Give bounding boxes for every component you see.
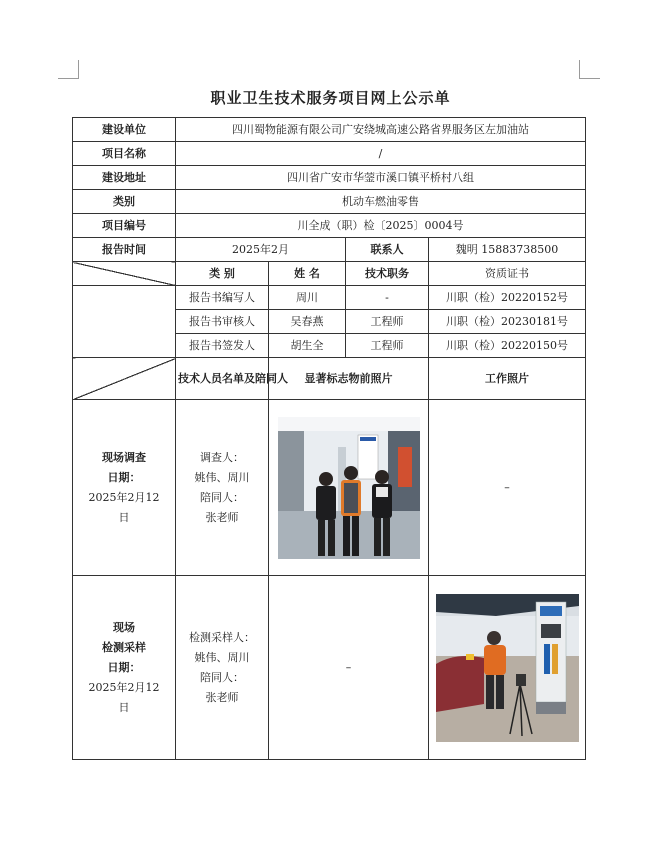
staff-header-name: 姓 名 [269,262,346,286]
project-code-value: 川全成（职）检〔2025〕0004号 [176,214,586,238]
report-time-label: 报告时间 [73,238,176,262]
project-name-value: / [176,142,586,166]
staff-blank-cell [73,286,176,358]
sampling-label-line2: 检测采样 [102,640,146,654]
staff-title: 工程师 [346,310,429,334]
survey-date-line2: 日 [118,510,130,524]
sampling-label-line1: 现场 [113,620,135,634]
document-title: 职业卫生技术服务项目网上公示单 [210,89,451,107]
staff-cert: 川职（检）20220150号 [429,334,586,358]
sampling-people-line1: 检测采样人： [189,630,255,644]
staff-name: 吴春燕 [269,310,346,334]
staff-cert: 川职（检）20220152号 [429,286,586,310]
sampling-people-line3: 陪同人： [200,670,244,684]
landmark-photo-header: 显著标志物前照片 [269,358,429,400]
sampling-label-line3: 日期： [107,660,141,674]
staff-role: 报告书编写人 [176,286,269,310]
survey-label-line1: 现场调查 [102,450,146,464]
staff-name: 周川 [269,286,346,310]
construction-unit-value: 四川蜀物能源有限公司广安绕城高速公路省界服务区左加油站 [176,118,586,142]
staff-role: 报告书签发人 [176,334,269,358]
sampling-date-line1: 2025年2月12 [88,680,160,694]
sampling-date-line2: 日 [118,700,130,714]
survey-date-line1: 2025年2月12 [88,490,160,504]
staff-header-category: 类 别 [176,262,269,286]
sampling-work-photo-cell [429,576,586,760]
row-project-name [73,142,586,166]
row-site-sampling [73,576,586,760]
construction-unit-label: 建设单位 [73,118,176,142]
survey-landmark-photo-cell [269,400,429,576]
sampling-label-cell [73,576,176,760]
survey-label-cell [73,400,176,576]
staff-cert: 川职（检）20230181号 [429,310,586,334]
work-photo-image [436,594,579,742]
row-construction-unit [73,118,586,142]
contact-label: 联系人 [346,238,429,262]
diagonal-cell-photo-header [73,358,176,400]
category-value: 机动车燃油零售 [176,190,586,214]
row-staff-header [73,262,586,286]
people-header: 技术人员名单及陪同人 [176,358,269,400]
staff-name: 胡生全 [269,334,346,358]
survey-work-photo-cell: – [429,400,586,576]
survey-people-line3: 陪同人： [200,490,244,504]
survey-people-line2: 姚伟、周川 [194,470,250,484]
construction-address-label: 建设地址 [73,166,176,190]
work-photo [436,594,579,742]
staff-title: 工程师 [346,334,429,358]
staff-title: - [346,286,429,310]
survey-people-line4: 张老师 [205,510,239,524]
report-time-value: 2025年2月 [176,238,346,262]
row-project-code [73,214,586,238]
survey-label-line2: 日期： [107,470,141,484]
publicity-form-table [72,117,586,760]
row-site-survey [73,400,586,576]
sampling-people-cell [176,576,269,760]
corner-mark-top-left [58,60,79,79]
staff-row [73,286,586,310]
diagonal-cell [73,262,176,286]
survey-people-line1: 调查人： [200,450,244,464]
row-construction-address [73,166,586,190]
contact-value: 魏明 15883738500 [429,238,586,262]
project-code-label: 项目编号 [73,214,176,238]
staff-header-cert: 资质证书 [429,262,586,286]
construction-address-value: 四川省广安市华蓥市溪口镇平桥村八组 [176,166,586,190]
sampling-people-line2: 姚伟、周川 [194,650,250,664]
corner-mark-top-right [579,60,600,79]
row-category [73,190,586,214]
sampling-people-line4: 张老师 [205,690,239,704]
landmark-photo [278,417,420,559]
landmark-photo-image [278,417,420,559]
row-report-time [73,238,586,262]
sampling-landmark-photo-cell: – [269,576,429,760]
project-name-label: 项目名称 [73,142,176,166]
survey-people-cell [176,400,269,576]
category-label: 类别 [73,190,176,214]
row-photo-header [73,358,586,400]
staff-role: 报告书审核人 [176,310,269,334]
staff-header-title: 技术职务 [346,262,429,286]
work-photo-header: 工作照片 [429,358,586,400]
